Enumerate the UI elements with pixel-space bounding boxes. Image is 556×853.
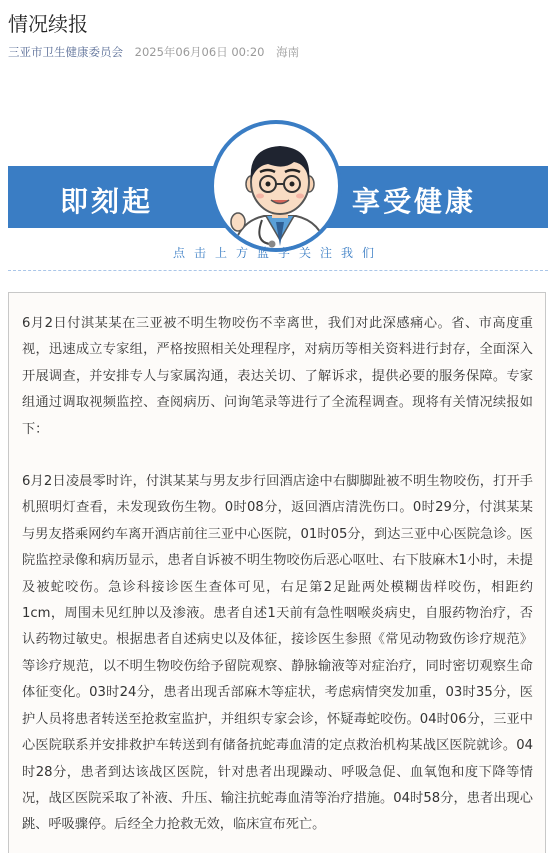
article-title: 情况续报 [8, 12, 88, 36]
account-name-link[interactable]: 三亚市卫生健康委员会 [8, 45, 123, 59]
doctor-illustration-icon [214, 124, 342, 252]
follow-tip-text: 点击上方蓝字关注我们 [172, 246, 383, 260]
doctor-avatar [210, 120, 342, 252]
article-meta [8, 44, 299, 60]
paragraph-intro: 6月2日付淇某某在三亚被不明生物咬伤不幸离世，我们对此深感痛心。省、市高度重视，迅速成立专家组，严格按照相关处理程序，对病历等相关资料进行封存，全面深入开展调查，并安排专人与家属沟通，表达关切、了解诉求，提供必要的服务保障。专家组通过调取视频监控、查阅病历、问询笔录等进行了全流程调查。现将有关情况续报如下： [22, 316, 533, 437]
publish-date: 2025年06月06日 00:20 [134, 45, 265, 59]
article-content-box [8, 292, 546, 853]
banner-slogan-left: 即刻起 [60, 185, 154, 218]
banner-slogan-right: 享受健康 [352, 185, 477, 218]
divider [8, 270, 548, 271]
publish-location: 海南 [276, 45, 300, 59]
paragraph-timeline: 6月2日凌晨零时许，付淇某某与男友步行回酒店途中右脚脚趾被不明生物咬伤，打开手机照明灯查看，未发现致伤生物。0时08分，返回酒店清洗伤口。0时29分，付淇某某与男友搭乘网约车离开酒店前往三亚中心医院，01时05分，到达三亚中心医院急诊。医院监控录像和病历显示，患者自诉被不明生物咬伤后恶心呕吐、右下肢麻木1小时，未提及被蛇咬伤。急诊科接诊医生查体可见，右足第2足趾两处模糊齿样咬伤，相距约1cm，周围未见红肿以及渗液。患者自述1天前有急性咽喉炎病史，自服药物治疗，否认药物过敏史。根据患者自述病史以及体征，接诊医生参照《常见动物致伤诊疗规范》等诊疗规范，以不明生物咬伤给予留院观察、静脉输液等对症治疗，同时密切观察生命体征变化。03时24分，患者出现舌部麻木等症状，考虑病情突发加重，03时35分，医护人员将患者转送至抢救室监护，并组织专家会诊，怀疑毒蛇咬伤。04时06分，三亚中心医院联系并安排救护车转送到有储备抗蛇毒血清的定点救治机构某战区医院就诊。04时28分，患者到达该战区医院，针对患者出现躁动、呼吸急促、血氧饱和度下降等情况，战区医院采取了补液、升压、输注抗蛇毒血清等治疗措施。04时58分，患者出现心跳、呼吸骤停。后经全力抢救无效，临床宣布死亡。 [22, 474, 533, 833]
